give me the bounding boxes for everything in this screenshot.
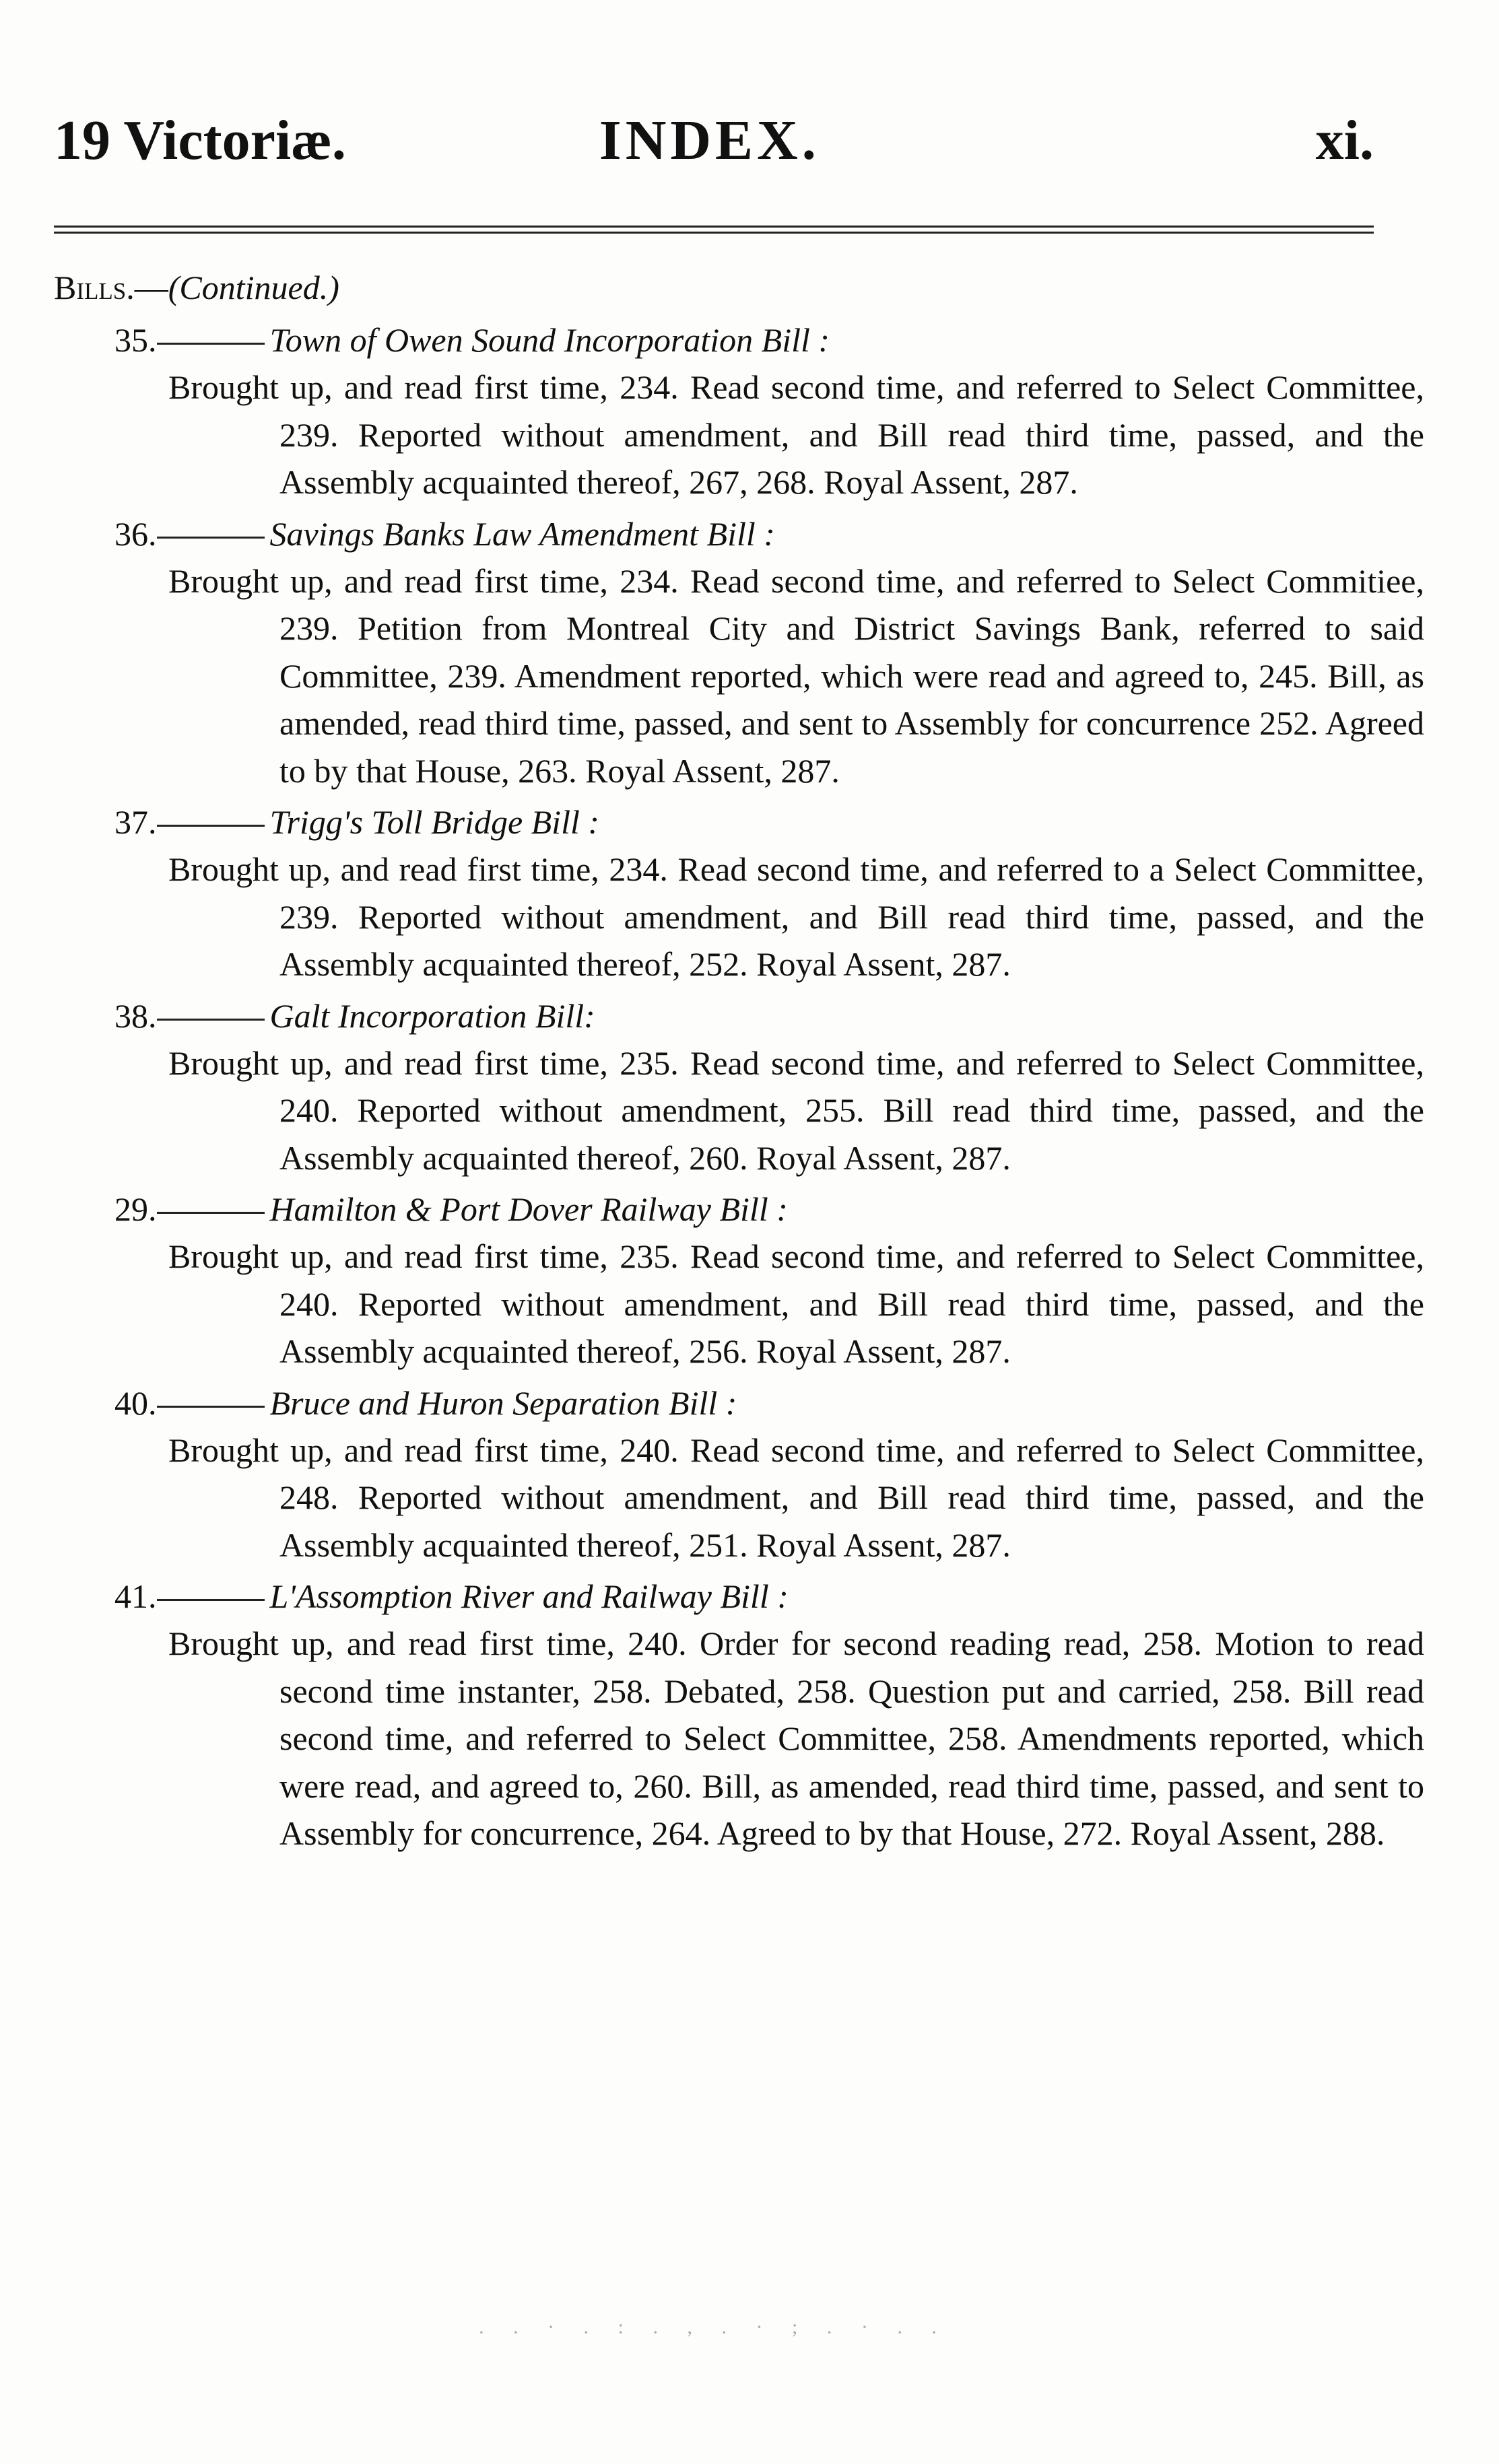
bill-entry [54, 510, 1424, 795]
leader-dash [157, 1406, 265, 1408]
leader-dash [157, 1212, 265, 1214]
bill-proceedings: Brought up, and read first time, 235. Read second time, and referred to Select Committee, 240. Reported without amendment, 255. Bill read third time, passed, and the Assembly acquainted thereof, 260. Royal Assent, 287. [168, 1043, 1424, 1177]
bill-proceedings: Brought up, and read first time, 234. Read second time, and referred to a Select Committee, 239. Reported without amendment, and Bill read third time, passed, and the Assembly acquainted thereof, 252. Royal Assent, 287. [168, 850, 1424, 983]
bill-proceedings: Brought up, and read first time, 240. Order for second reading read, 258. Motion to read second time instanter, 258. Debated, 258. Question put and carried, 258. Bill read second time, and referred to Select Committee, 258. Amendments reported, which were read, and agreed to, 260. Bill, as amended, read third time, passed, and sent to Assembly for concurrence, 264. Agreed to by that House, 272. Royal Assent, 288. [168, 1624, 1424, 1852]
bill-title: Hamilton & Port Dover Railway Bill : [269, 1190, 788, 1228]
section-continued: (Continued.) [168, 269, 339, 306]
bill-number: 35. [114, 321, 157, 359]
bill-number: 38. [114, 996, 157, 1035]
bill-entry [54, 1573, 1424, 1857]
bill-number: 29. [114, 1190, 157, 1228]
bill-proceedings: Brought up, and read first time, 234. Read second time, and referred to Select Commitiee, 239. Petition from Montreal City and District Savings Bank, referred to said Committee, 239. Amendment reported, which were read and agreed to, 245. Bill, as amended, read third time, passed, and sent to Assembly for concurrence 252. Agreed to by that House, 263. Royal Assent, 287. [168, 561, 1424, 790]
header-double-rule [54, 226, 1374, 234]
bill-entry-heading [54, 510, 1374, 557]
bill-entries [54, 316, 1424, 1861]
index-page [54, 0, 1424, 2464]
leader-dash [157, 343, 265, 345]
leader-dash [157, 1599, 265, 1601]
bill-title: Trigg's Toll Bridge Bill : [269, 803, 600, 841]
bill-title: Town of Owen Sound Incorporation Bill : [269, 321, 830, 359]
running-head-title: INDEX. [599, 109, 820, 172]
section-heading [54, 268, 339, 307]
running-head [54, 108, 1374, 182]
bill-proceedings: Brought up, and read first time, 235. Read second time, and referred to Select Committee, 240. Reported without amendment, and Bill read third time, passed, and the Assembly acquainted thereof, 256. Royal Assent, 287. [168, 1237, 1424, 1370]
bill-entry [54, 992, 1424, 1182]
bill-proceedings: Brought up, and read first time, 240. Read second time, and referred to Select Committee, 248. Reported without amendment, and Bill read third time, passed, and the Assembly acquainted thereof, 251. Royal Assent, 287. [168, 1431, 1424, 1564]
bill-entry-heading [54, 798, 1374, 846]
leader-dash [157, 537, 265, 539]
bill-entry-heading [54, 1573, 1374, 1620]
bill-title: Bruce and Huron Separation Bill : [269, 1383, 737, 1422]
bill-proceedings: Brought up, and read first time, 234. Read second time, and referred to Select Committee, 239. Reported without amendment, and Bill read third time, passed, and the Assembly acquainted thereof, 267, 268. Royal Assent, 287. [168, 368, 1424, 501]
section-dash: .— [126, 269, 168, 306]
bill-entry [54, 1186, 1424, 1375]
bill-entry [54, 316, 1424, 506]
bill-entry-heading [54, 1186, 1374, 1233]
page-number: xi. [1315, 109, 1374, 172]
bill-entry-heading [54, 316, 1374, 364]
print-bleed-noise: . . · . : . , . · ; . · . . [479, 2316, 949, 2338]
bill-entry [54, 798, 1424, 988]
bill-entry-heading [54, 992, 1374, 1039]
bill-title: Galt Incorporation Bill: [269, 996, 595, 1035]
bill-title: Savings Banks Law Amendment Bill : [269, 514, 775, 553]
bill-title: L'Assomption River and Railway Bill : [269, 1577, 789, 1615]
section-label: Bills [54, 269, 127, 306]
bill-number: 41. [114, 1577, 157, 1615]
bill-number: 36. [114, 514, 157, 553]
bill-number: 40. [114, 1383, 157, 1422]
leader-dash [157, 825, 265, 827]
bill-entry-heading [54, 1379, 1374, 1427]
running-head-volume: 19 Victoriæ. [54, 109, 346, 172]
bill-entry [54, 1379, 1424, 1569]
leader-dash [157, 1019, 265, 1021]
bill-number: 37. [114, 803, 157, 841]
